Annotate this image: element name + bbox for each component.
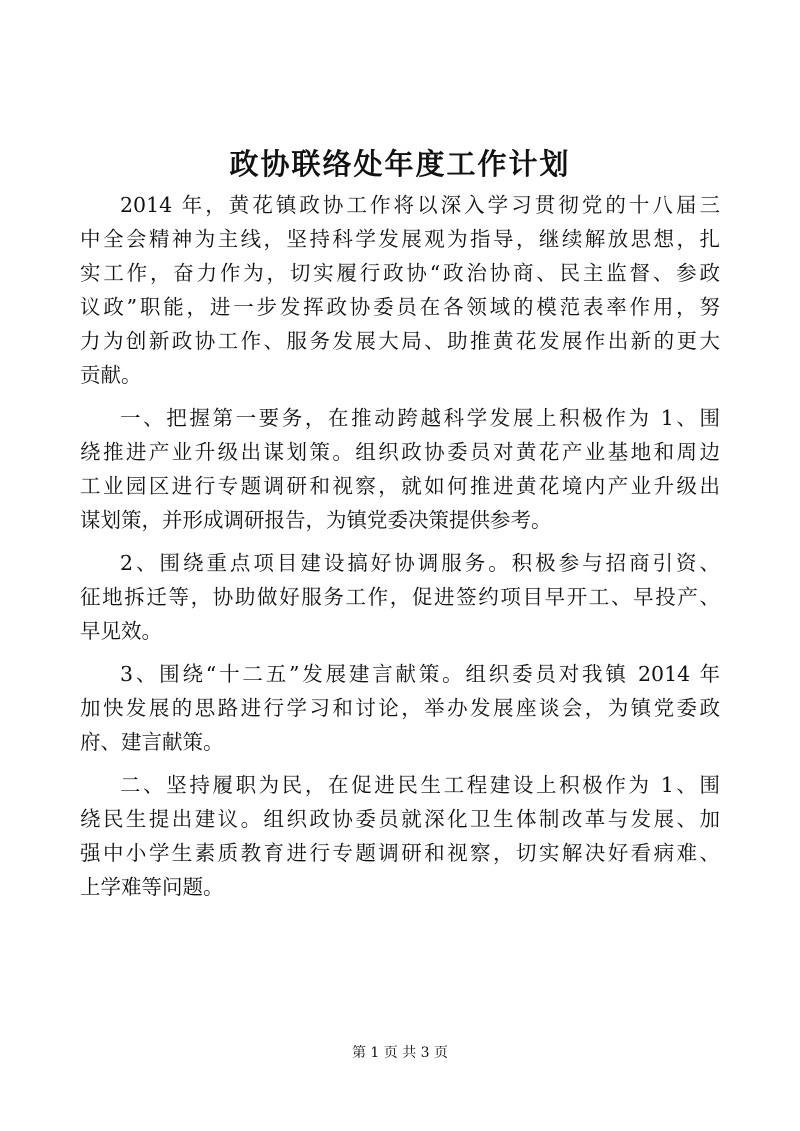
- text-line: 府、建言献策。: [80, 730, 224, 754]
- page-footer: 第 1 页 共 3 页: [351, 1045, 449, 1061]
- paragraph-section-1: [80, 401, 720, 537]
- text-line: 实工作，奋力作为，切实履行政协“政治协商、民主监督、参政: [80, 261, 720, 285]
- paragraph-intro: [80, 188, 720, 392]
- text-line: 议政”职能，进一步发挥政协委员在各领域的模范表率作用，努: [80, 295, 720, 319]
- text-line: 加快发展的思路进行学习和讨论，举办发展座谈会，为镇党委政: [80, 696, 720, 720]
- text-line: 上学难等问题。: [80, 875, 224, 899]
- text-line: 二、坚持履职为民，在促进民生工程建设上积极作为 1、围: [120, 773, 720, 797]
- paragraph-item-3: [80, 657, 720, 759]
- text-line: 3、围绕“十二五”发展建言献策。组织委员对我镇 2014 年: [120, 662, 720, 686]
- text-line: 一、把握第一要务，在推动跨越科学发展上积极作为 1、围: [120, 406, 720, 430]
- text-line: 谋划策，并形成调研报告，为镇党委决策提供参考。: [80, 508, 552, 532]
- text-line: 工业园区进行专题调研和视察，就如何推进黄花境内产业升级出: [80, 474, 720, 498]
- text-line: 强中小学生素质教育进行专题调研和视察，切实解决好看病难、: [80, 841, 720, 865]
- text-line: 2014 年，黄花镇政协工作将以深入学习贯彻党的十八届三: [120, 193, 720, 217]
- document-body: [80, 188, 720, 913]
- text-line: 2、围绕重点项目建设搞好协调服务。积极参与招商引资、: [120, 551, 720, 575]
- text-line: 征地拆迁等，协助做好服务工作，促进签约项目早开工、早投产、: [80, 585, 720, 609]
- text-line: 绕推进产业升级出谋划策。组织政协委员对黄花产业基地和周边: [80, 440, 720, 464]
- text-line: 力为创新政协工作、服务发展大局、助推黄花发展作出新的更大: [80, 329, 720, 353]
- paragraph-section-2: [80, 768, 720, 904]
- paragraph-item-2: [80, 546, 720, 648]
- text-line: 绕民生提出建议。组织政协委员就深化卫生体制改革与发展、加: [80, 807, 720, 831]
- document-title: 政协联络处年度工作计划: [229, 147, 571, 181]
- text-line: 早见效。: [80, 619, 162, 643]
- text-line: 中全会精神为主线，坚持科学发展观为指导，继续解放思想，扎: [80, 227, 720, 251]
- text-line: 贡献。: [80, 363, 142, 387]
